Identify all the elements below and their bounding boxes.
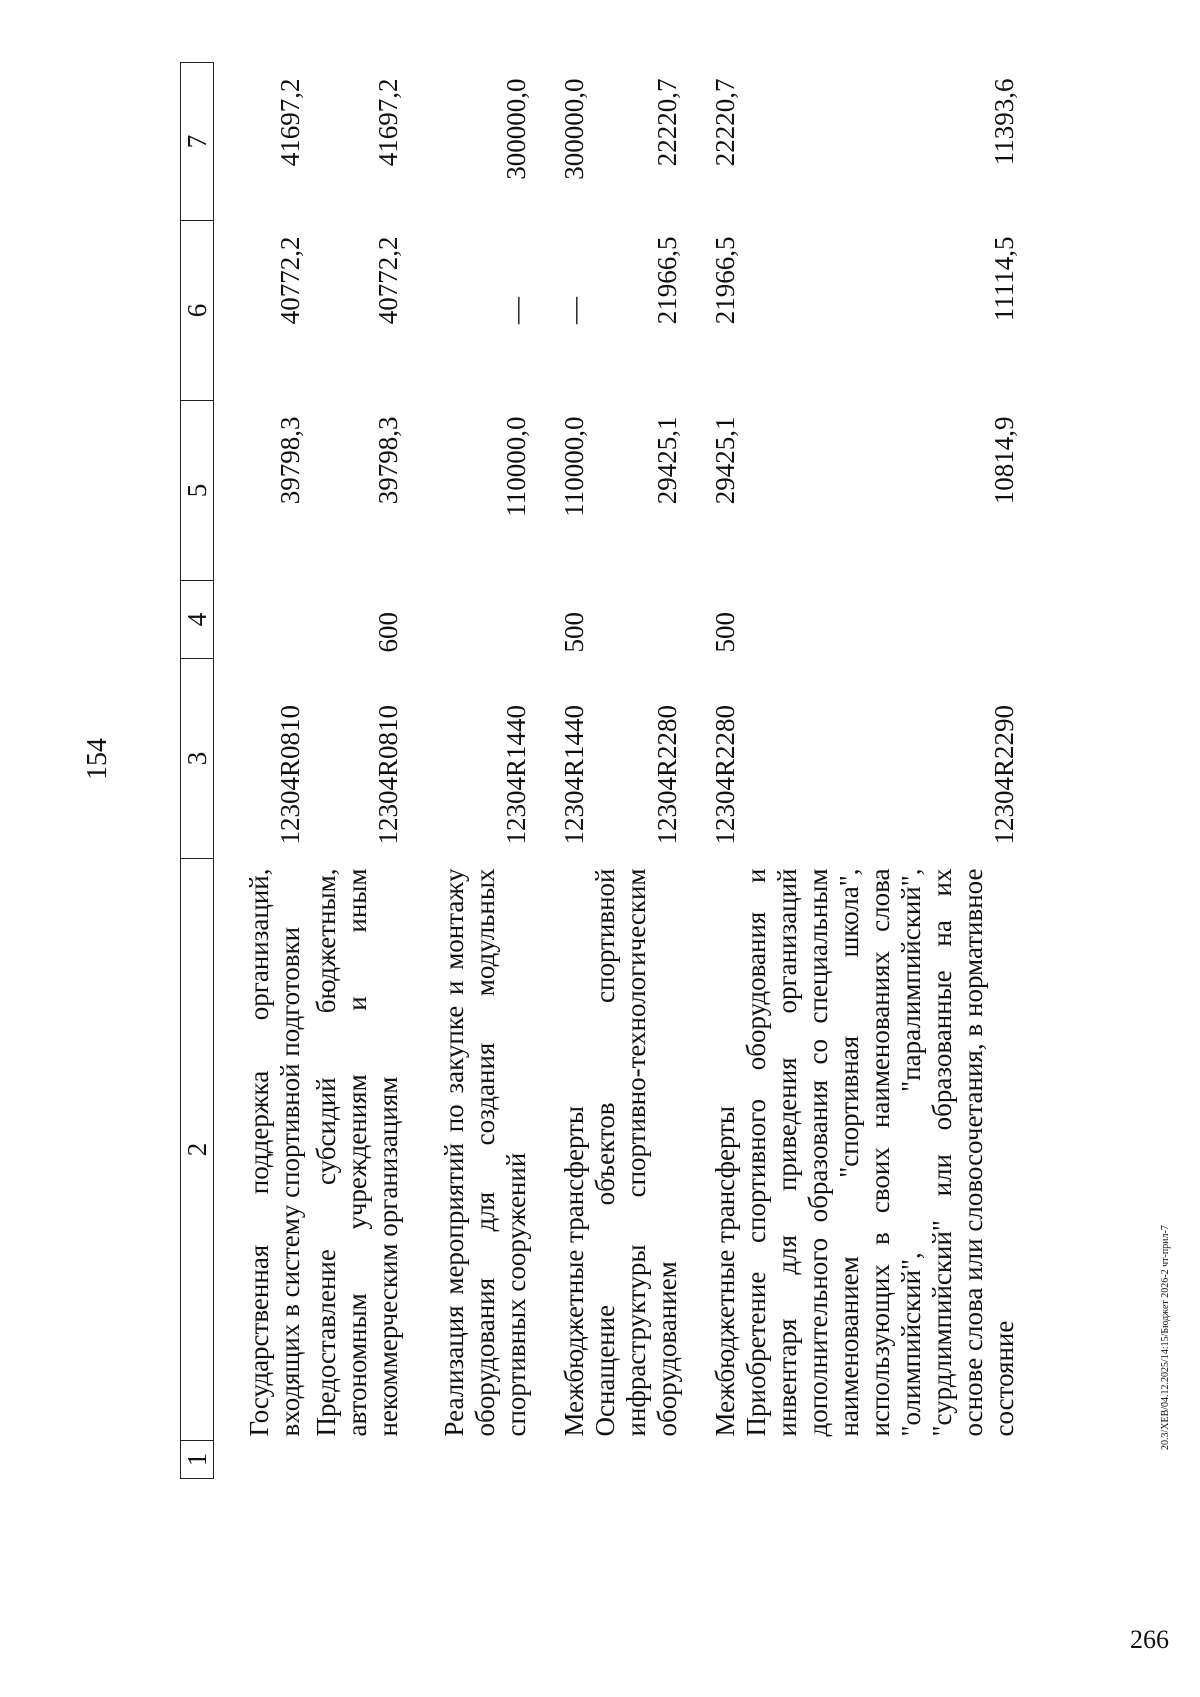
table-row xyxy=(683,63,741,1479)
file-stamp: 20.3/ХЕВ/04.12.2025/14:15/Бюджет 2026-2 чт-прил-7 xyxy=(1160,1225,1171,1450)
row-name: Предоставление субсидий бюджетным, автономным учреждениям и иным некоммерческим организациям xyxy=(311,868,403,1437)
row-value-col5: 29425,1 xyxy=(710,416,740,505)
row-expense-type xyxy=(590,581,683,659)
row-name: Межбюджетные трансферты xyxy=(710,1105,740,1437)
header-col-1: 1 xyxy=(181,1441,214,1479)
row-name: Государственная поддержка организаций, входящих в систему спортивной подготовки xyxy=(244,868,305,1437)
row-value-col6: 40772,2 xyxy=(373,236,403,325)
budget-table xyxy=(180,62,1020,1479)
row-value-col6: 21966,5 xyxy=(710,236,740,325)
row-code: 12304R0810 xyxy=(373,704,403,845)
header-col-5: 5 xyxy=(181,401,214,581)
row-value-col7: 11393,6 xyxy=(989,78,1019,166)
table-row xyxy=(741,63,1020,1479)
row-number xyxy=(590,1441,683,1479)
row-code: 12304R1440 xyxy=(501,704,531,845)
table-row xyxy=(590,63,683,1479)
row-expense-type xyxy=(741,581,1020,659)
row-name: Оснащение объектов спортивной инфраструктуры спортивно-технологическим оборудованием xyxy=(590,868,682,1437)
row-value-col5: 10814,9 xyxy=(989,416,1019,505)
header-col-3: 3 xyxy=(181,659,214,859)
row-value-col6: — xyxy=(501,297,531,324)
row-code: 12304R2290 xyxy=(989,704,1019,845)
row-number xyxy=(683,1441,741,1479)
row-code: 12304R2280 xyxy=(652,704,682,845)
row-value-col7: 22220,7 xyxy=(710,78,740,167)
header-col-2: 2 xyxy=(181,859,214,1441)
row-value-col6: — xyxy=(559,297,589,324)
row-value-col7: 41697,2 xyxy=(275,78,305,167)
row-number xyxy=(404,1441,532,1479)
row-value-col5: 39798,3 xyxy=(373,416,403,505)
row-name: Межбюджетные трансферты xyxy=(559,1105,589,1437)
row-value-col5: 110000,0 xyxy=(559,416,589,517)
budget-table-rotated xyxy=(180,63,1100,1479)
row-value-col7: 300000,0 xyxy=(559,78,589,180)
row-number xyxy=(306,1441,404,1479)
row-value-col5: 29425,1 xyxy=(652,416,682,505)
page-number: 266 xyxy=(1130,1625,1169,1654)
row-expense-type xyxy=(404,581,532,659)
row-value-col7: 41697,2 xyxy=(373,78,403,167)
row-value-col6: 21966,5 xyxy=(652,236,682,325)
row-value-col5: 110000,0 xyxy=(501,416,531,517)
row-code: 12304R1440 xyxy=(559,704,589,845)
row-expense-type xyxy=(214,581,307,659)
row-name: Приобретение спортивного оборудования и инвентаря для приведения организаций дополнительного образования со специальным наименованием "спортивная школа", использующих в своих наименованиях слова "олимпийский", "паралимпийский", "сурдлимпийский" или образованные на их основе слова или словосочетания, в нормативное состояние xyxy=(741,868,1019,1437)
row-number xyxy=(532,1441,590,1479)
row-code: 12304R2280 xyxy=(710,704,740,845)
row-number xyxy=(214,1441,307,1479)
row-name: Реализация мероприятий по закупке и монтажу оборудования для создания модульных спортивных сооружений xyxy=(439,868,531,1437)
row-expense-type: 500 xyxy=(710,612,740,653)
header-col-6: 6 xyxy=(181,221,214,401)
header-col-7: 7 xyxy=(181,63,214,221)
row-number xyxy=(741,1441,1020,1479)
table-page-number: 154 xyxy=(82,738,113,780)
table-row xyxy=(532,63,590,1479)
header-col-4: 4 xyxy=(181,581,214,659)
row-value-col7: 22220,7 xyxy=(652,78,682,167)
row-value-col6: 40772,2 xyxy=(275,236,305,325)
row-value-col5: 39798,3 xyxy=(275,416,305,505)
row-expense-type: 600 xyxy=(373,612,403,653)
table-row xyxy=(306,63,404,1479)
table-row xyxy=(404,63,532,1479)
table-header-row xyxy=(181,63,214,1479)
table-row xyxy=(214,63,307,1479)
row-value-col6: 11114,5 xyxy=(989,236,1019,322)
row-expense-type: 500 xyxy=(559,612,589,653)
row-code: 12304R0810 xyxy=(275,704,305,845)
row-value-col7: 300000,0 xyxy=(501,78,531,180)
